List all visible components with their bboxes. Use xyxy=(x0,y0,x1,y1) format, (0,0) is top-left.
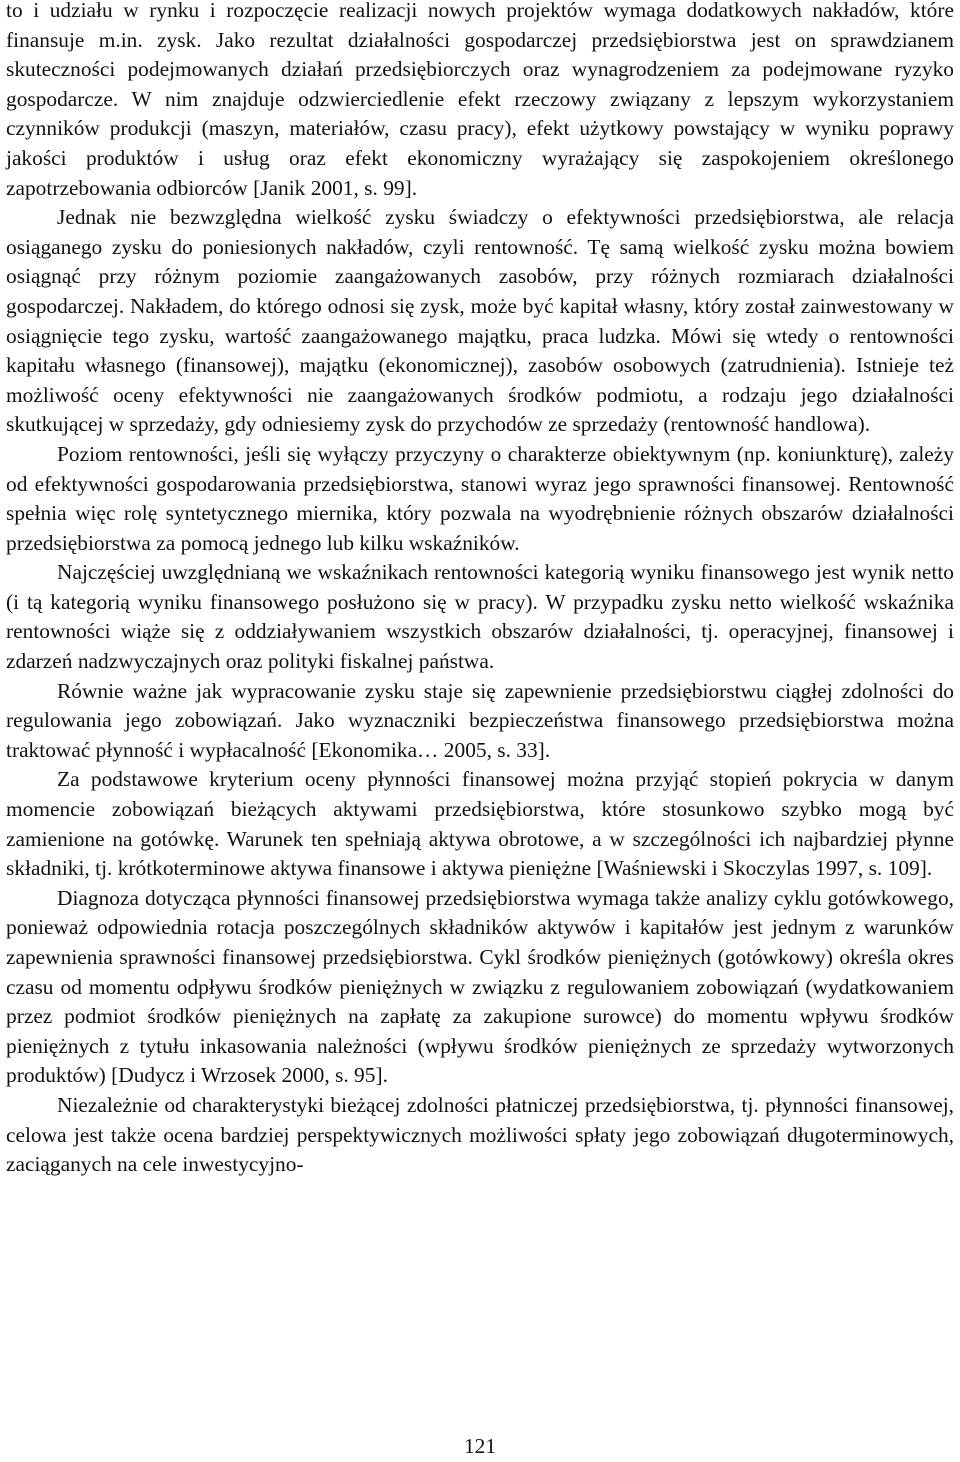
paragraph: Równie ważne jak wypracowanie zysku staje się zapewnienie przedsiębiorstwu ciągłej zdolności do regulowania jego zobowiązań. Jako wyznaczniki bezpieczeństwa finansowego przedsiębiorstwa można traktować płynność i wypłacalność [Ekonomika… 2005, s. 33]. xyxy=(6,678,954,762)
page-number: 121 xyxy=(463,1434,497,1458)
paragraph: Diagnoza dotycząca płynności finansowej przedsiębiorstwa wymaga także analizy cyklu gotówkowego, ponieważ odpowiednia rotacja poszczególnych składników aktywów i kapitałów jest jednym z warunków zapewnienia sprawności finansowej przedsiębiorstwa. Cykl środków pieniężnych (gotówkowy) określa okres czasu od momentu odpływu środków pieniężnych w związku z regulowaniem zobowiązań (wydatkowaniem przez podmiot środków pieniężnych na zapłatę za zakupione surowce) do momentu wpływu środków pieniężnych z tytułu inkasowania należności (wpływu środków pieniężnych ze sprzedaży wytworzonych produktów) [Dudycz i Wrzosek 2000, s. 95]. xyxy=(6,885,954,1088)
paragraph-last: Niezależnie od charakterystyki bieżącej zdolności płatniczej przedsiębiorstwa, tj. płynności finansowej, celowa jest także ocena bardziej perspektywicznych możliwości spłaty jego zobowiązań długoterminowych, zaciąganych na cele inwestycyjno- xyxy=(6,1092,954,1177)
paragraph: Najczęściej uwzględnianą we wskaźnikach rentowności kategorią wyniku finansowego jest wynik netto (i tą kategorią wyniku finansowego posłużono się w pracy). W przypadku zysku netto wielkość wskaźnika rentowności wiąże się z oddziaływaniem wszystkich obszarów działalności, tj. operacyjnej, finansowej i zdarzeń nadzwyczajnych oraz polityki fiskalnej państwa. xyxy=(6,560,954,674)
paragraph: Za podstawowe kryterium oceny płynności finansowej można przyjąć stopień pokrycia w danym momencie zobowiązań bieżących aktywami przedsiębiorstwa, które stosunkowo szybko mogą być zamienione na gotówkę. Warunek ten spełniają aktywa obrotowe, a w szczególności ich najbardziej płynne składniki, tj. krótkoterminowe aktywa finansowe i aktywa pieniężne [Waśniewski i Skoczylas 1997, s. 109]. xyxy=(6,767,954,881)
paragraph: Jednak nie bezwzględna wielkość zysku świadczy o efektywności przedsiębiorstwa, ale relacja osiąganego zysku do poniesionych nakładów, czyli rentowność. Tę samą wielkość zysku można bowiem osiągnąć przy różnym poziomie zaangażowanych zasobów, przy różnych rozmiarach działalności gospodarczej. Nakładem, do którego odnosi się zysk, może być kapitał własny, który został zainwestowany w osiągnięcie tego zysku, wartość zaangażowanego majątku, praca ludzka. Mówi się wtedy o rentowności kapitału własnego (finansowej), majątku (ekonomicznej), zasobów osobowych (zatrudnienia). Istnieje też możliwość oceny efektywności nie zaangażowanych środków podmiotu, a rodzaju jego działalności skutkującej w sprzedaży, gdy odniesiemy zysk do przychodów ze sprzedaży (rentowność handlowa). xyxy=(6,205,954,437)
paragraph: Poziom rentowności, jeśli się wyłączy przyczyny o charakterze obiektywnym (np. koniunkturę), zależy od efektywności gospodarowania przedsiębiorstwa, stanowi wyraz jego sprawności finansowej. Rentowność spełnia więc rolę syntetycznego miernika, który pozwala na wyodrębnienie różnych obszarów działalności przedsiębiorstwa za pomocą jednego lub kilku wskaźników. xyxy=(6,441,954,555)
paragraph: to i udziału w rynku i rozpoczęcie realizacji nowych projektów wymaga dodatkowych nakładów, które finansuje m.in. zysk. Jako rezultat działalności gospodarczej przedsiębiorstwa jest on sprawdzianem skuteczności podejmowanych działań przedsiębiorczych oraz wynagrodzeniem za podejmowane ryzyko gospodarcze. W nim znajduje odzwierciedlenie efekt rzeczowy związany z lepszym wykorzystaniem czynników produkcji (maszyn, materiałów, czasu pracy), efekt użytkowy powstający w wyniku poprawy jakości produktów i usług oraz efekt ekonomiczny wyrażający się zaspokojeniem określonego zapotrzebowania odbiorców [Janik 2001, s. 99]. xyxy=(6,0,954,200)
body-text xyxy=(6,0,954,1180)
